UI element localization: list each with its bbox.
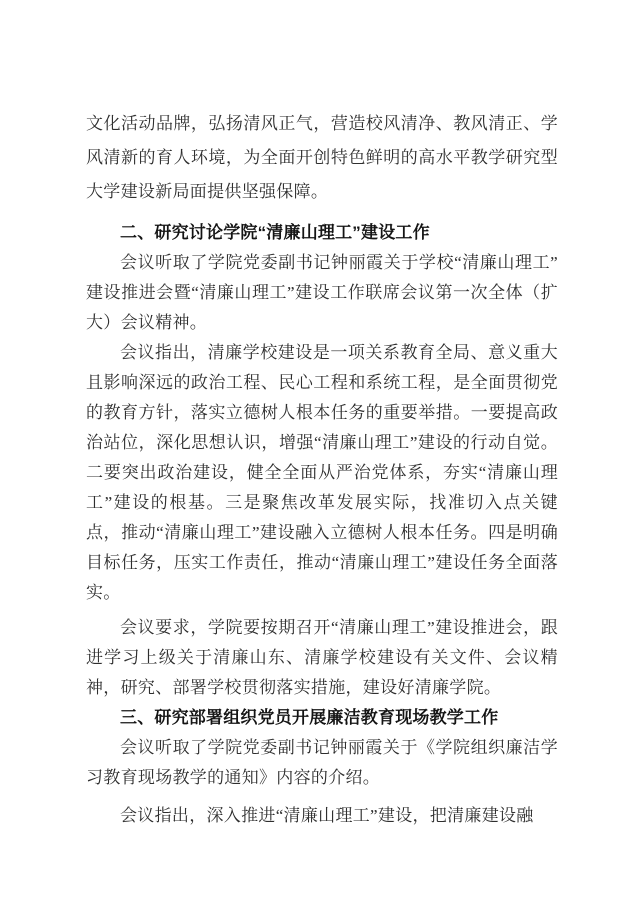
paragraph-meeting-pointed-out-1: 会议指出，清廉学校建设是一项关系教育全局、意义重大且影响深远的政治工程、民心工程和系统工程，是全面贯彻党的教育方针，落实立德树人根本任务的重要举措。一要提高政治站位，深化思想认识，增强“清廉山理工”建设的行动自觉。二要突出政治建设，健全全面从严治党体系，夯实“清廉山理工”建设的根基。三是聚焦改革发展实际，找准切入点关键点，推动“清廉山理工”建设融入立德树人根本任务。四是明确目标任务，压实工作责任，推动“清廉山理工”建设任务全面落实。 xyxy=(86,343,558,602)
paragraph-meeting-heard-2: 会议听取了学院党委副书记钟丽霞关于《学院组织廉洁学习教育现场教学的通知》内容的介绍。 xyxy=(86,738,558,787)
paragraph-meeting-heard-1: 会议听取了学院党委副书记钟丽霞关于学校“清廉山理工”建设推进会暨“清廉山理工”建设工作联席会议第一次全体（扩大）会议精神。 xyxy=(86,253,558,332)
section-heading-2: 二、研究讨论学院“清廉山理工”建设工作 xyxy=(120,223,430,242)
section-heading-3: 三、研究部署组织党员开展廉洁教育现场教学工作 xyxy=(120,708,499,727)
paragraph-meeting-pointed-out-2: 会议指出，深入推进“清廉山理工”建设，把清廉建设融 xyxy=(120,806,534,825)
paragraph-meeting-required: 会议要求，学院要按期召开“清廉山理工”建设推进会，跟进学习上级关于清廉山东、清廉学校建设有关文件、会议精神，研究、部署学校贯彻落实措施，建设好清廉学院。 xyxy=(86,618,558,697)
paragraph-continuation: 文化活动品牌，弘扬清风正气，营造校风清净、教风清正、学风清新的育人环境，为全面开创特色鲜明的高水平教学研究型大学建设新局面提供坚强保障。 xyxy=(86,114,558,201)
